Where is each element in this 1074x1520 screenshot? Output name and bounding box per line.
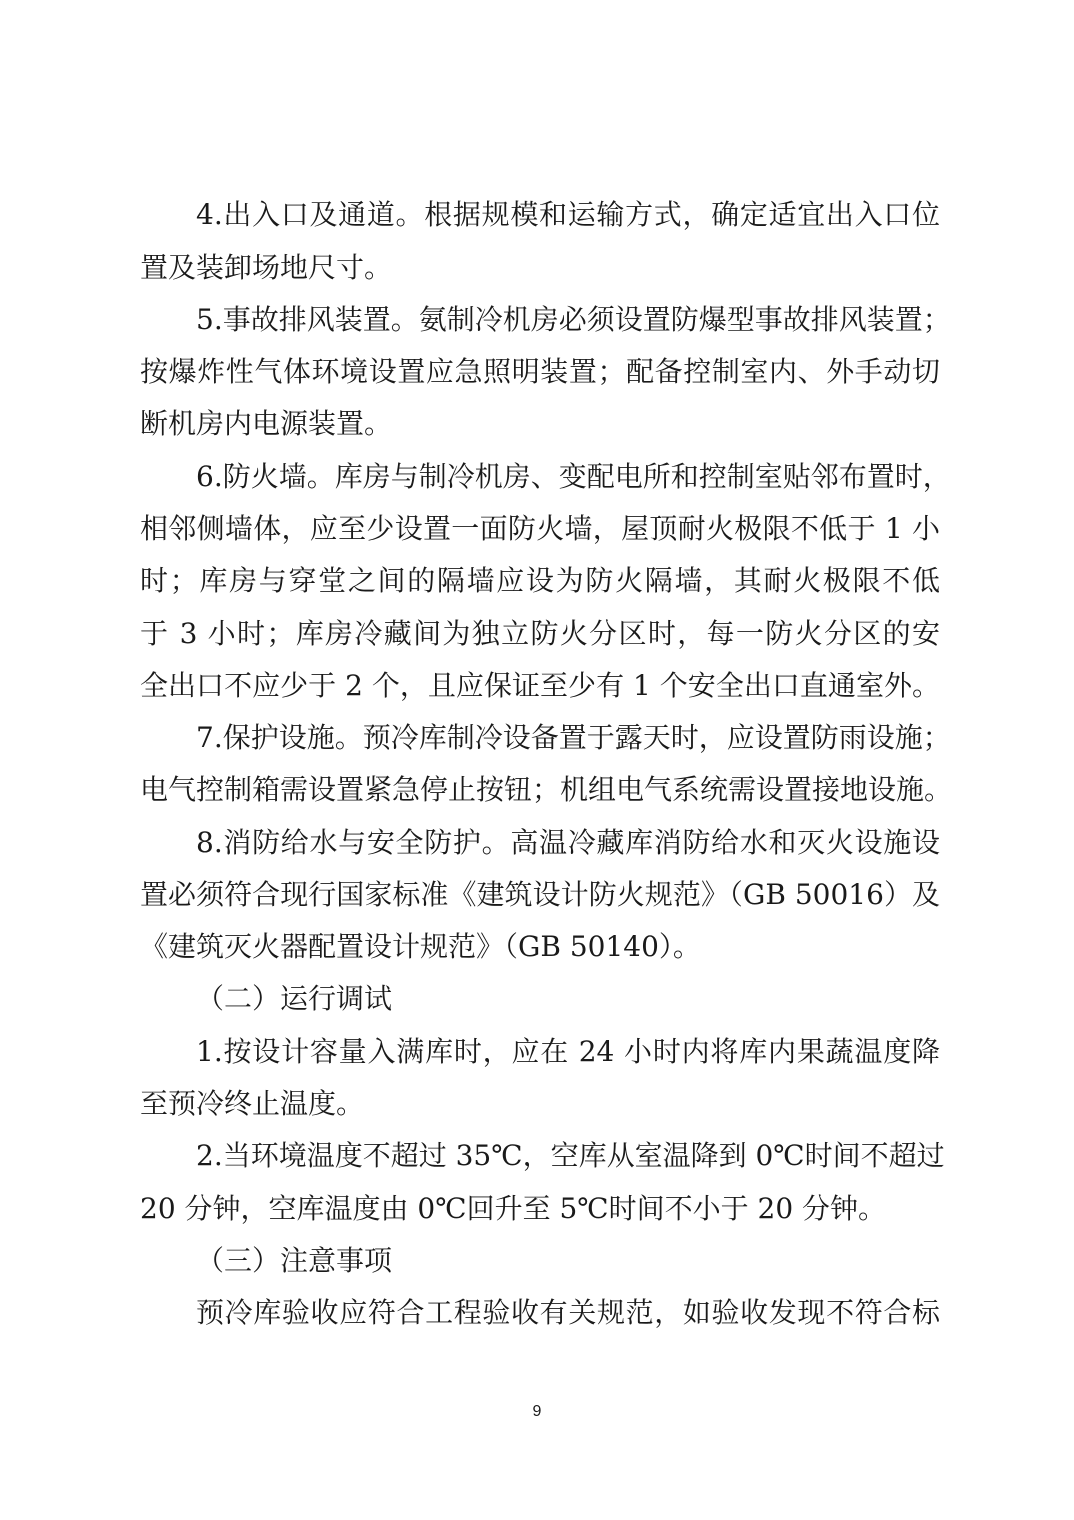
- paragraph-4-line-2: 置及装卸场地尺寸。: [140, 251, 393, 284]
- item-1-line-1: 1.按设计容量入满库时，应在 24 小时内将库内果蔬温度降: [196, 1035, 940, 1068]
- paragraph-5-line-2: 按爆炸性气体环境设置应急照明装置；配备控制室内、外手动切: [140, 355, 940, 388]
- paragraph-6-line-1: 6.防火墙。库房与制冷机房、变配电所和控制室贴邻布置时，: [196, 460, 951, 493]
- section-heading-notes: （三）注意事项: [196, 1244, 393, 1277]
- item-2-line-1: 2.当环境温度不超过 35℃，空库从室温降到 0℃时间不超过: [196, 1139, 945, 1172]
- paragraph-5-line-1: 5.事故排风装置。氨制冷机房必须设置防爆型事故排风装置；: [196, 303, 951, 336]
- paragraph-6-line-5: 全出口不应少于 2 个，且应保证至少有 1 个安全出口直通室外。: [140, 669, 940, 702]
- item-1-line-2: 至预冷终止温度。: [140, 1087, 365, 1120]
- paragraph-8-line-1: 8.消防给水与安全防护。高温冷藏库消防给水和灭火设施设: [196, 826, 940, 859]
- notes-paragraph-line-1: 预冷库验收应符合工程验收有关规范，如验收发现不符合标: [196, 1296, 940, 1329]
- section-heading-operation-commissioning: （二）运行调试: [196, 982, 393, 1015]
- paragraph-7-line-1: 7.保护设施。预冷库制冷设备置于露天时，应设置防雨设施；: [196, 721, 951, 754]
- paragraph-6-line-3: 时；库房与穿堂之间的隔墙应设为防火隔墙，其耐火极限不低: [140, 564, 940, 597]
- paragraph-8-line-2: 置必须符合现行国家标准《建筑设计防火规范》（GB 50016）及: [140, 878, 940, 911]
- item-2-line-2: 20 分钟，空库温度由 0℃回升至 5℃时间不小于 20 分钟。: [140, 1192, 887, 1225]
- paragraph-4-line-1: 4.出入口及通道。根据规模和运输方式，确定适宜出入口位: [196, 198, 940, 231]
- paragraph-7-line-2: 电气控制箱需设置紧急停止按钮；机组电气系统需设置接地设施。: [140, 773, 953, 806]
- paragraph-6-line-2: 相邻侧墙体，应至少设置一面防火墙，屋顶耐火极限不低于 1 小: [140, 512, 940, 545]
- paragraph-5-line-3: 断机房内电源装置。: [140, 407, 393, 440]
- page-number: 9: [532, 1403, 542, 1420]
- paragraph-8-line-3: 《建筑灭火器配置设计规范》（GB 50140）。: [140, 930, 701, 963]
- paragraph-6-line-4: 于 3 小时；库房冷藏间为独立防火分区时，每一防火分区的安: [140, 617, 940, 650]
